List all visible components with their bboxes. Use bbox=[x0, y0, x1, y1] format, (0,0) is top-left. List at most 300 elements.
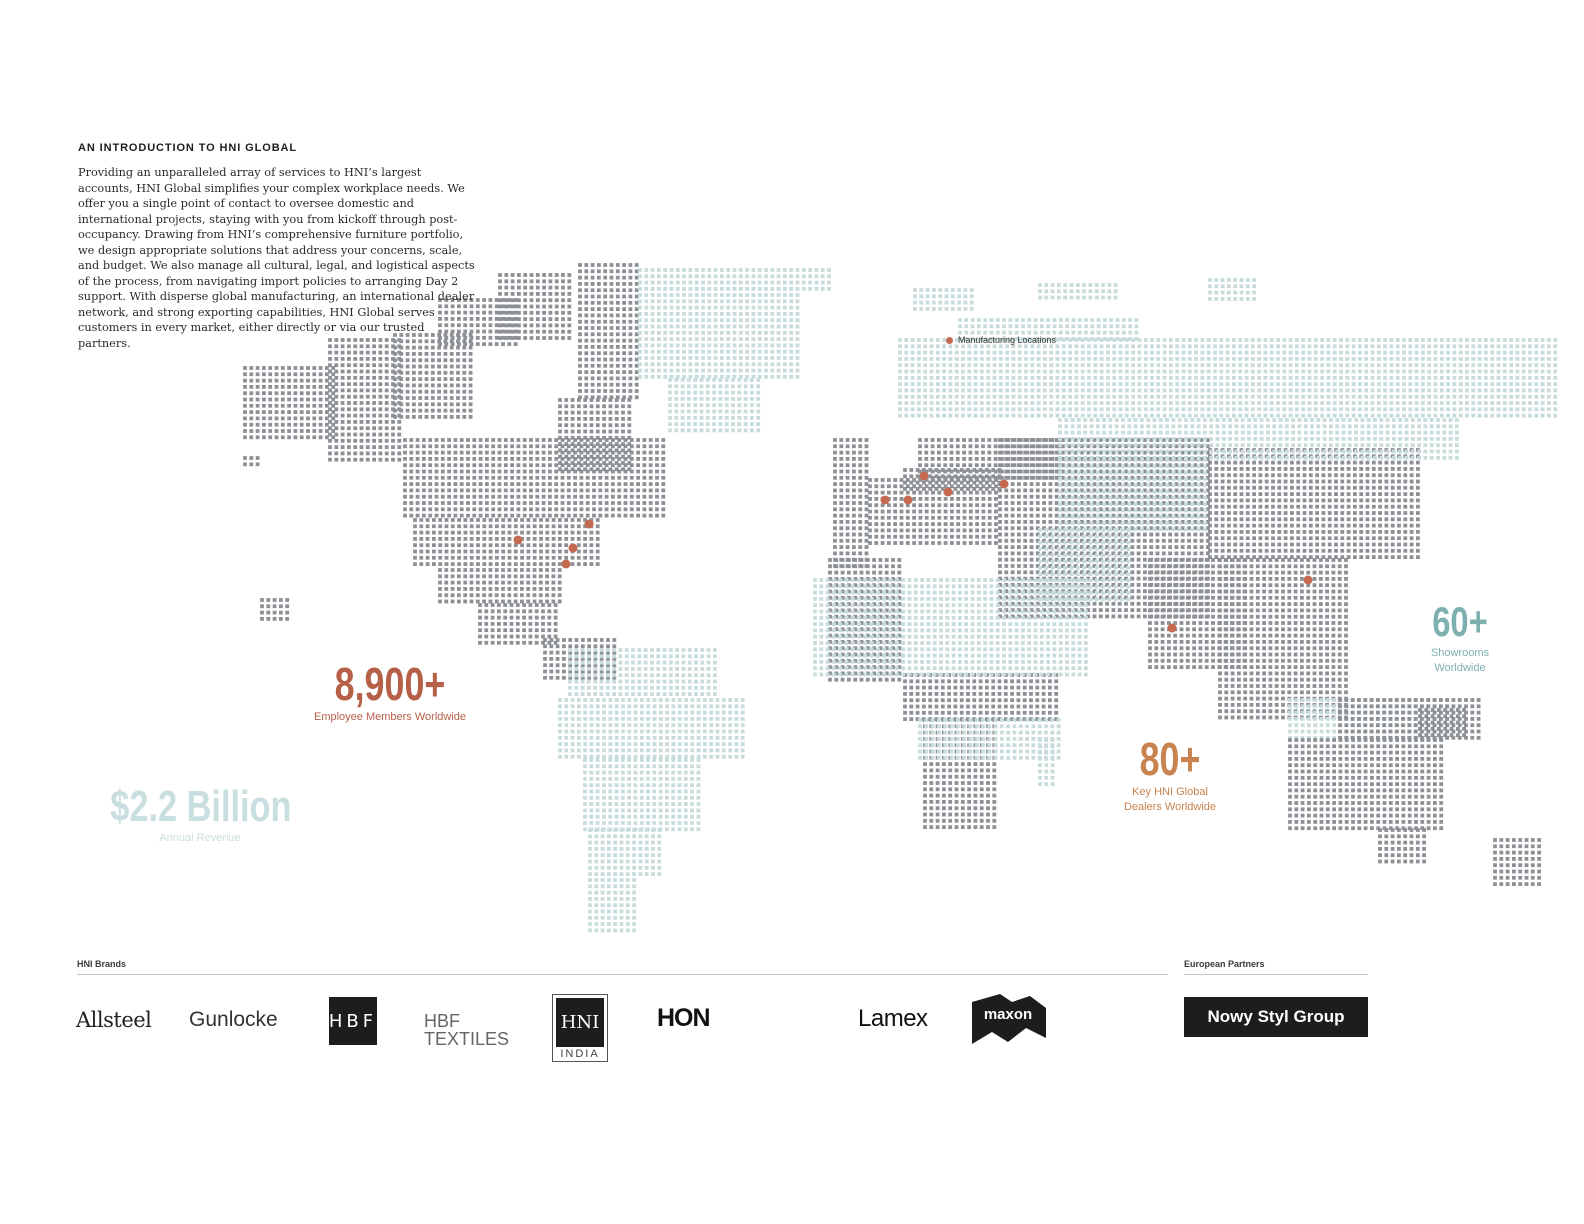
map-dot bbox=[588, 860, 592, 864]
map-dot bbox=[535, 470, 539, 474]
map-dot bbox=[542, 273, 546, 277]
map-dot bbox=[533, 518, 537, 522]
map-dot bbox=[950, 457, 954, 461]
map-dot bbox=[596, 802, 600, 806]
map-dot bbox=[520, 574, 524, 578]
map-dot bbox=[637, 686, 641, 690]
map-dot bbox=[621, 783, 625, 787]
map-dot bbox=[514, 574, 518, 578]
map-dot bbox=[620, 916, 624, 920]
map-dot bbox=[347, 439, 351, 443]
map-dot bbox=[523, 292, 527, 296]
map-dot bbox=[622, 370, 626, 374]
map-dot bbox=[678, 802, 682, 806]
map-dot bbox=[485, 507, 489, 511]
map-dot bbox=[651, 362, 655, 366]
map-dot bbox=[988, 510, 992, 514]
map-dot bbox=[651, 853, 655, 857]
map-dot bbox=[484, 622, 488, 626]
map-dot bbox=[695, 325, 699, 329]
map-dot bbox=[294, 404, 298, 408]
map-dot bbox=[609, 755, 613, 759]
map-dot bbox=[523, 476, 527, 480]
map-dot bbox=[508, 524, 512, 528]
map-dot bbox=[593, 686, 597, 690]
map-dot bbox=[476, 568, 480, 572]
map-dot bbox=[457, 556, 461, 560]
map-dot bbox=[273, 598, 277, 602]
map-dot bbox=[716, 717, 720, 721]
map-dot bbox=[498, 324, 502, 328]
map-dot bbox=[428, 514, 432, 518]
map-dot bbox=[783, 312, 787, 316]
map-dot bbox=[450, 371, 454, 375]
map-dot bbox=[445, 531, 449, 535]
map-dot bbox=[752, 350, 756, 354]
map-dot bbox=[554, 495, 558, 499]
map-dot bbox=[564, 404, 568, 408]
map-dot bbox=[406, 402, 410, 406]
map-dot bbox=[690, 827, 694, 831]
map-dot bbox=[571, 524, 575, 528]
map-dot bbox=[622, 307, 626, 311]
map-dot bbox=[591, 282, 595, 286]
map-dot bbox=[334, 426, 338, 430]
map-dot bbox=[887, 484, 891, 488]
map-dot bbox=[399, 390, 403, 394]
map-dot bbox=[663, 268, 667, 272]
map-dot bbox=[535, 616, 539, 620]
map-dot bbox=[583, 398, 587, 402]
map-dot bbox=[671, 783, 675, 787]
map-dot bbox=[950, 541, 954, 545]
map-dot bbox=[676, 312, 680, 316]
map-dot bbox=[507, 587, 511, 591]
map-dot bbox=[726, 350, 730, 354]
map-dot bbox=[489, 600, 493, 604]
map-dot bbox=[425, 409, 429, 413]
map-dot bbox=[764, 268, 768, 272]
map-dot bbox=[328, 407, 332, 411]
map-dot bbox=[300, 423, 304, 427]
map-dot bbox=[596, 537, 600, 541]
map-dot bbox=[678, 783, 682, 787]
map-dot bbox=[1030, 489, 1034, 493]
map-dot bbox=[602, 698, 606, 702]
map-dot bbox=[567, 438, 571, 442]
map-dot bbox=[643, 507, 647, 511]
map-dot bbox=[438, 574, 442, 578]
map-dot bbox=[463, 581, 467, 585]
map-dot bbox=[602, 758, 606, 762]
map-dot bbox=[602, 404, 606, 408]
map-dot bbox=[596, 417, 600, 421]
map-dot bbox=[549, 279, 553, 283]
map-dot bbox=[517, 444, 521, 448]
map-dot bbox=[722, 742, 726, 746]
map-dot bbox=[881, 529, 885, 533]
map-dot bbox=[584, 389, 588, 393]
map-dot bbox=[577, 730, 581, 734]
map-dot bbox=[530, 336, 534, 340]
map-dot bbox=[592, 489, 596, 493]
map-dot bbox=[366, 439, 370, 443]
map-dot bbox=[428, 451, 432, 455]
map-dot bbox=[602, 430, 606, 434]
map-dot bbox=[874, 491, 878, 495]
map-dot bbox=[535, 501, 539, 505]
map-dot bbox=[498, 305, 502, 309]
map-dot bbox=[764, 362, 768, 366]
map-dot bbox=[737, 416, 741, 420]
map-dot bbox=[663, 654, 667, 658]
map-dot bbox=[621, 723, 625, 727]
map-dot bbox=[526, 581, 530, 585]
map-dot bbox=[523, 336, 527, 340]
map-dot bbox=[360, 395, 364, 399]
map-dot bbox=[694, 680, 698, 684]
map-dot bbox=[610, 364, 614, 368]
map-dot bbox=[697, 821, 701, 825]
map-dot bbox=[558, 568, 562, 572]
map-dot bbox=[594, 910, 598, 914]
map-dot bbox=[591, 383, 595, 387]
map-dot bbox=[906, 529, 910, 533]
map-dot bbox=[969, 484, 973, 488]
map-dot bbox=[931, 457, 935, 461]
map-dot bbox=[491, 616, 495, 620]
map-dot bbox=[994, 470, 998, 474]
map-dot bbox=[789, 293, 793, 297]
map-dot bbox=[441, 501, 445, 505]
map-dot bbox=[554, 635, 558, 639]
map-dot bbox=[472, 482, 476, 486]
map-dot bbox=[577, 543, 581, 547]
map-dot bbox=[541, 628, 545, 632]
map-dot bbox=[591, 332, 595, 336]
map-dot bbox=[275, 404, 279, 408]
map-dot bbox=[482, 568, 486, 572]
map-dot bbox=[1017, 482, 1021, 486]
map-dot bbox=[567, 330, 571, 334]
map-dot bbox=[419, 562, 423, 566]
map-dot bbox=[558, 723, 562, 727]
map-dot bbox=[956, 522, 960, 526]
map-dot bbox=[1011, 476, 1015, 480]
map-dot bbox=[602, 417, 606, 421]
map-dot bbox=[1030, 463, 1034, 467]
map-dot bbox=[444, 415, 448, 419]
map-dot bbox=[619, 661, 623, 665]
map-dot bbox=[962, 476, 966, 480]
map-dot bbox=[558, 730, 562, 734]
map-dot bbox=[412, 409, 416, 413]
map-dot bbox=[675, 667, 679, 671]
map-dot bbox=[466, 507, 470, 511]
map-dot bbox=[426, 537, 430, 541]
map-dot bbox=[651, 268, 655, 272]
map-dot bbox=[994, 476, 998, 480]
map-dot bbox=[750, 391, 754, 395]
map-dot bbox=[577, 742, 581, 746]
map-dot bbox=[470, 531, 474, 535]
map-dot bbox=[511, 336, 515, 340]
map-dot bbox=[555, 286, 559, 290]
map-dot bbox=[597, 301, 601, 305]
map-dot bbox=[300, 429, 304, 433]
map-dot bbox=[416, 457, 420, 461]
map-dot bbox=[994, 497, 998, 501]
map-dot bbox=[586, 507, 590, 511]
map-dot bbox=[586, 476, 590, 480]
map-dot bbox=[601, 884, 605, 888]
map-dot bbox=[592, 507, 596, 511]
map-dot bbox=[796, 287, 800, 291]
map-dot bbox=[437, 415, 441, 419]
map-dot bbox=[640, 771, 644, 775]
map-dot bbox=[372, 439, 376, 443]
map-dot bbox=[575, 644, 579, 648]
map-dot bbox=[918, 438, 922, 442]
map-dot bbox=[601, 878, 605, 882]
map-dot bbox=[690, 698, 694, 702]
map-dot bbox=[865, 520, 869, 524]
map-dot bbox=[665, 755, 669, 759]
map-dot bbox=[508, 531, 512, 535]
map-dot bbox=[615, 398, 619, 402]
map-dot bbox=[693, 378, 697, 382]
map-dot bbox=[596, 736, 600, 740]
map-dot bbox=[564, 698, 568, 702]
map-dot bbox=[504, 273, 508, 277]
map-dot bbox=[626, 903, 630, 907]
map-dot bbox=[764, 337, 768, 341]
map-dot bbox=[750, 397, 754, 401]
map-dot bbox=[697, 827, 701, 831]
map-dot bbox=[428, 476, 432, 480]
map-dot bbox=[1042, 457, 1046, 461]
map-dot bbox=[409, 489, 413, 493]
map-dot bbox=[249, 366, 253, 370]
map-dot bbox=[693, 384, 697, 388]
map-dot bbox=[613, 897, 617, 901]
map-dot bbox=[617, 501, 621, 505]
map-dot bbox=[243, 379, 247, 383]
map-dot bbox=[549, 311, 553, 315]
map-dot bbox=[608, 764, 612, 768]
map-dot bbox=[741, 711, 745, 715]
map-dot bbox=[360, 389, 364, 393]
map-dot bbox=[391, 458, 395, 462]
map-dot bbox=[529, 641, 533, 645]
map-dot bbox=[431, 402, 435, 406]
map-dot bbox=[620, 878, 624, 882]
map-dot bbox=[865, 451, 869, 455]
map-dot bbox=[676, 274, 680, 278]
map-dot bbox=[568, 673, 572, 677]
map-dot bbox=[764, 369, 768, 373]
map-dot bbox=[598, 514, 602, 518]
map-dot bbox=[737, 422, 741, 426]
map-dot bbox=[435, 463, 439, 467]
map-dot bbox=[432, 518, 436, 522]
map-dot bbox=[839, 476, 843, 480]
map-dot bbox=[431, 384, 435, 388]
map-dot bbox=[707, 692, 711, 696]
map-dot bbox=[620, 884, 624, 888]
map-dot bbox=[306, 417, 310, 421]
map-dot bbox=[580, 438, 584, 442]
map-dot bbox=[385, 439, 389, 443]
map-dot bbox=[564, 723, 568, 727]
map-dot bbox=[422, 501, 426, 505]
map-dot bbox=[661, 451, 665, 455]
map-dot bbox=[511, 279, 515, 283]
map-dot bbox=[507, 581, 511, 585]
map-dot bbox=[695, 274, 699, 278]
map-dot bbox=[994, 529, 998, 533]
map-dot bbox=[671, 815, 675, 819]
map-dot bbox=[577, 524, 581, 528]
map-dot bbox=[937, 491, 941, 495]
map-dot bbox=[682, 306, 686, 310]
map-dot bbox=[385, 363, 389, 367]
map-dot bbox=[418, 358, 422, 362]
map-dot bbox=[555, 330, 559, 334]
map-dot bbox=[593, 692, 597, 696]
map-dot bbox=[707, 680, 711, 684]
map-dot bbox=[495, 587, 499, 591]
map-dot bbox=[758, 312, 762, 316]
map-dot bbox=[588, 897, 592, 901]
map-dot bbox=[694, 673, 698, 677]
map-dot bbox=[482, 311, 486, 315]
map-dot bbox=[561, 451, 565, 455]
map-dot bbox=[549, 330, 553, 334]
map-dot bbox=[268, 404, 272, 408]
map-dot bbox=[675, 680, 679, 684]
map-dot bbox=[328, 363, 332, 367]
map-dot bbox=[533, 562, 537, 566]
map-dot bbox=[594, 929, 598, 933]
map-dot bbox=[695, 293, 699, 297]
map-dot bbox=[1030, 438, 1034, 442]
map-dot bbox=[1036, 501, 1040, 505]
map-dot bbox=[906, 535, 910, 539]
map-dot bbox=[556, 670, 560, 674]
map-dot bbox=[514, 518, 518, 522]
map-dot bbox=[615, 711, 619, 715]
map-dot bbox=[1004, 489, 1008, 493]
map-dot bbox=[529, 501, 533, 505]
map-dot bbox=[589, 777, 593, 781]
map-dot bbox=[833, 501, 837, 505]
map-dot bbox=[587, 648, 591, 652]
map-dot bbox=[605, 507, 609, 511]
map-dot bbox=[262, 410, 266, 414]
map-dot bbox=[584, 276, 588, 280]
map-dot bbox=[567, 501, 571, 505]
map-dot bbox=[676, 306, 680, 310]
map-dot bbox=[639, 828, 643, 832]
map-dot bbox=[1200, 539, 1204, 543]
map-dot bbox=[663, 306, 667, 310]
map-dot bbox=[777, 362, 781, 366]
map-dot bbox=[489, 304, 493, 308]
map-dot bbox=[700, 422, 704, 426]
map-dot bbox=[674, 416, 678, 420]
map-dot bbox=[454, 514, 458, 518]
map-dot bbox=[431, 396, 435, 400]
map-dot bbox=[366, 414, 370, 418]
map-dot bbox=[1042, 470, 1046, 474]
map-dot bbox=[626, 847, 630, 851]
map-dot bbox=[846, 476, 850, 480]
map-dot bbox=[745, 337, 749, 341]
map-dot bbox=[846, 470, 850, 474]
map-dot bbox=[663, 686, 667, 690]
map-dot bbox=[426, 524, 430, 528]
map-dot bbox=[975, 516, 979, 520]
map-dot bbox=[508, 518, 512, 522]
map-dot bbox=[709, 755, 713, 759]
map-dot bbox=[530, 330, 534, 334]
map-dot bbox=[675, 692, 679, 696]
map-dot bbox=[592, 457, 596, 461]
map-dot bbox=[770, 299, 774, 303]
map-dot bbox=[676, 318, 680, 322]
map-dot bbox=[484, 641, 488, 645]
map-dot bbox=[690, 802, 694, 806]
map-dot bbox=[994, 535, 998, 539]
map-dot bbox=[379, 407, 383, 411]
map-dot bbox=[719, 384, 723, 388]
map-dot bbox=[640, 783, 644, 787]
map-dot bbox=[573, 451, 577, 455]
map-dot bbox=[554, 501, 558, 505]
map-dot bbox=[924, 451, 928, 455]
map-dot bbox=[684, 764, 688, 768]
map-dot bbox=[700, 654, 704, 658]
map-dot bbox=[684, 742, 688, 746]
map-dot bbox=[975, 470, 979, 474]
map-dot bbox=[451, 524, 455, 528]
map-dot bbox=[275, 372, 279, 376]
map-dot bbox=[501, 581, 505, 585]
map-dot bbox=[688, 686, 692, 690]
map-dot bbox=[865, 545, 869, 549]
map-dot bbox=[909, 474, 913, 478]
map-dot bbox=[987, 438, 991, 442]
map-dot bbox=[451, 518, 455, 522]
map-dot bbox=[887, 516, 891, 520]
map-dot bbox=[561, 438, 565, 442]
map-dot bbox=[577, 404, 581, 408]
map-dot bbox=[631, 654, 635, 658]
map-dot bbox=[644, 281, 648, 285]
map-dot bbox=[539, 537, 543, 541]
map-dot bbox=[670, 299, 674, 303]
map-dot bbox=[640, 815, 644, 819]
map-dot bbox=[1011, 457, 1015, 461]
map-dot bbox=[422, 495, 426, 499]
map-dot bbox=[653, 730, 657, 734]
map-dot bbox=[523, 279, 527, 283]
map-dot bbox=[682, 331, 686, 335]
map-dot bbox=[353, 401, 357, 405]
map-dot bbox=[590, 742, 594, 746]
map-dot bbox=[701, 318, 705, 322]
